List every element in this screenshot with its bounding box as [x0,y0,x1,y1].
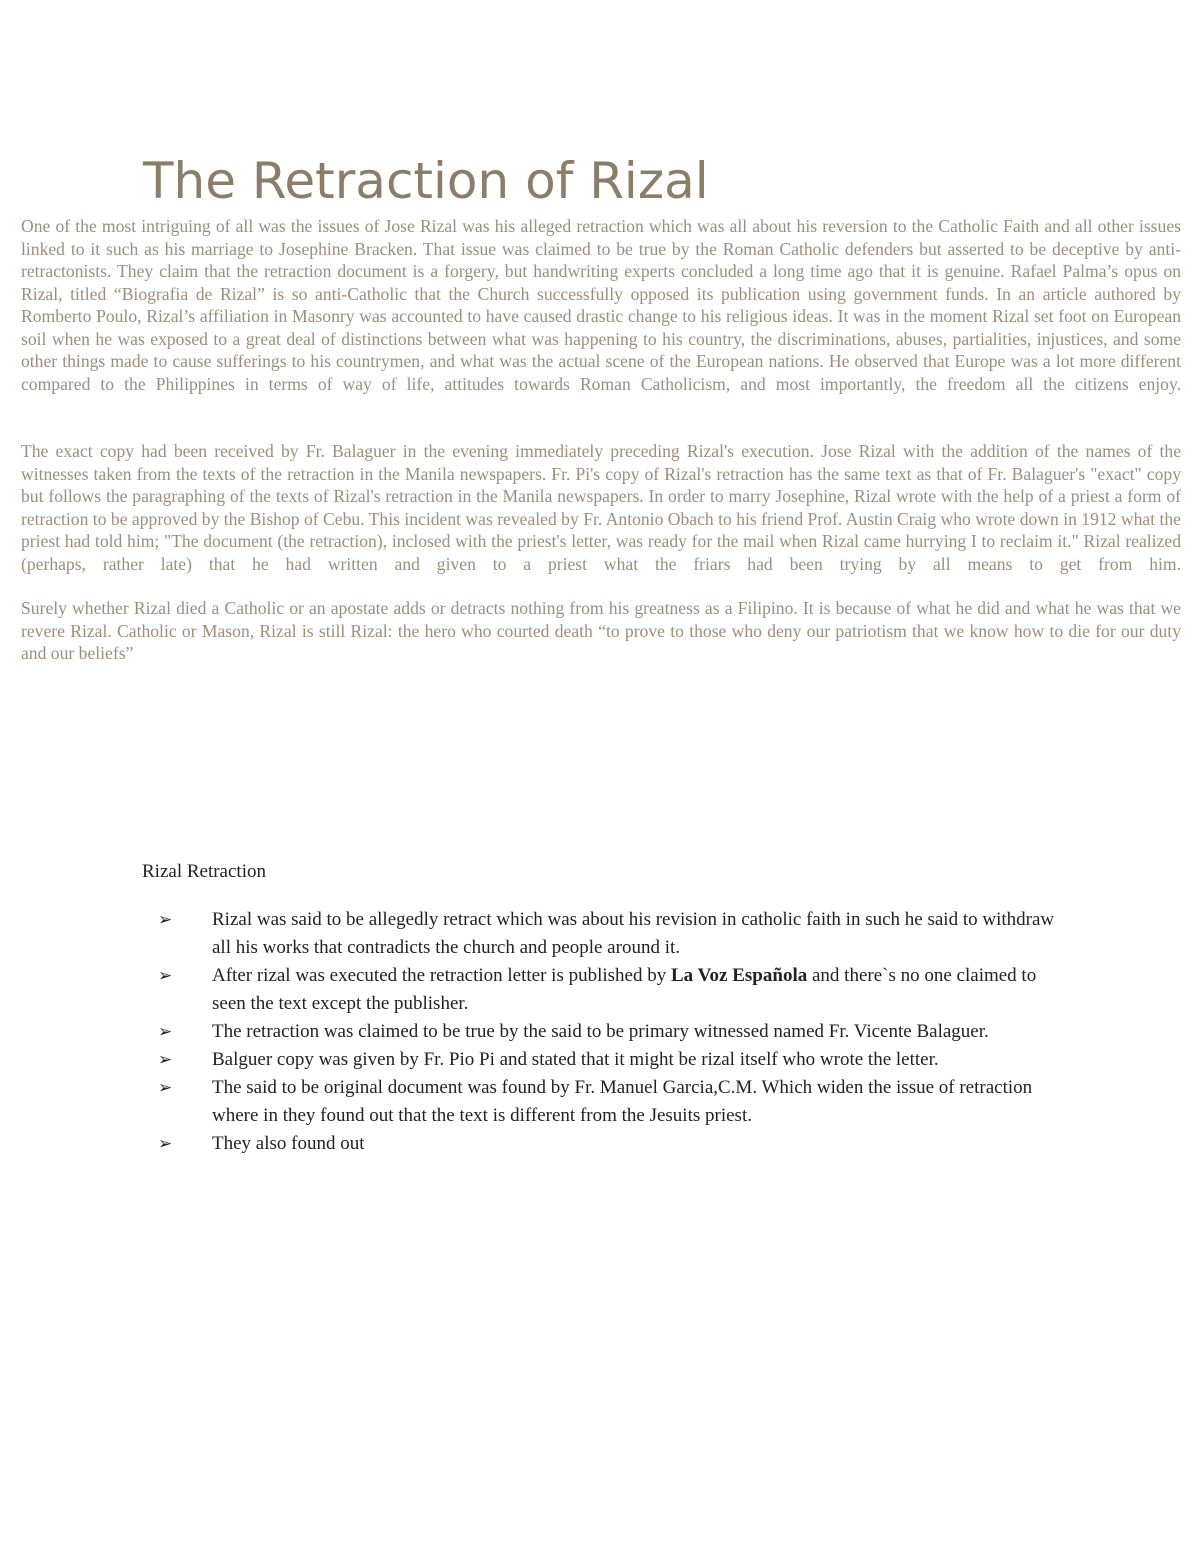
list-item-text [212,965,1036,1014]
list-item-text: They also found out [212,1133,365,1154]
list-item-text: Balguer copy was given by Fr. Pio Pi and stated that it might be rizal itself who wrote the letter. [212,1049,939,1070]
list-item [158,962,1058,1018]
list-item-text: The said to be original document was found by Fr. Manuel Garcia,C.M. Which widen the issue of retraction where in they found out that the text is different from the Jesuits priest. [212,1077,1033,1126]
list-item [158,1046,1058,1074]
list-item [158,1130,1058,1158]
list-item [158,1018,1058,1046]
essay-body [21,215,1181,665]
arrow-bullet-icon: ➢ [158,910,173,930]
paragraph-spacer [21,395,1181,440]
essay-paragraph-1: One of the most intriguing of all was the issues of Jose Rizal was his alleged retraction which was all about his reversion to the Catholic Faith and all other issues linked to it such as his marriage to Josephine Bracken. That issue was claimed to be true by the Roman Catholic defenders but asserted to be deceptive by anti-retractonists. They claim that the retraction document is a forgery, but handwriting experts concluded a long time ago that it is genuine. Rafael Palma’s opus on Rizal, titled “Biografia de Rizal” is so anti-Catholic that the Church successfully opposed its publication using government funds. In an article authored by Romberto Poulo, Rizal’s affiliation in Masonry was accounted to have caused drastic change to his religious ideas. It was in the moment Rizal set foot on European soil when he was exposed to a great deal of distinctions between what was happening to his country, the discriminations, abuses, partialities, injustices, and some other things made to cause sufferings to his countrymen, and what was the actual scene of the European nations. He observed that Europe was a lot more different compared to the Philippines in terms of way of life, attitudes towards Roman Catholicism, and most importantly, the freedom all the citizens enjoy. [21,216,1181,394]
list-item-text-end: and there`s no one claimed to seen the text except the publisher. [212,965,1037,1014]
arrow-bullet-icon: ➢ [158,1050,173,1070]
paragraph-spacer [21,575,1181,597]
essay-paragraph-2: The exact copy had been received by Fr. Balaguer in the evening immediately preceding Rizal's execution. Jose Rizal with the addition of the names of the witnesses taken from the texts of the retraction in the Manila newspapers. Fr. Pi's copy of Rizal's retraction has the same text as that of Fr. Balaguer's "exact" copy but follows the paragraphing of the texts of Rizal's retraction in the Manila newspapers. In order to marry Josephine, Rizal wrote with the help of a priest a form of retraction to be approved by the Bishop of Cebu. This incident was revealed by Fr. Antonio Obach to his friend Prof. Austin Craig who wrote down in 1912 what the priest had told him; "The document (the retraction), inclosed with the priest's letter, was ready for the mail when Rizal came hurrying I to reclaim it." Rizal realized (perhaps, rather late) that he had written and given to a priest what the friars had been trying by all means to get from him. [21,441,1181,574]
list-item-text: Rizal was said to be allegedly retract which was about his revision in catholic faith in such he said to withdraw all his works that contradicts the church and people around it. [212,909,1055,958]
list-item-text: The retraction was claimed to be true by the said to be primary witnessed named Fr. Vicente Balaguer. [212,1021,989,1042]
arrow-bullet-icon: ➢ [158,966,173,986]
list-item [158,1074,1058,1130]
arrow-bullet-icon: ➢ [158,1078,173,1098]
arrow-bullet-icon: ➢ [158,1022,173,1042]
essay-paragraph-3: Surely whether Rizal died a Catholic or an apostate adds or detracts nothing from his greatness as a Filipino. It is because of what he did and what he was that we revere Rizal. Catholic or Mason, Rizal is still Rizal: the hero who courted death “to prove to those who deny our patriotism that we know how to die for our duty and our beliefs” [21,598,1181,663]
arrow-bullet-icon: ➢ [158,1134,173,1154]
publication-name: La Voz Española [671,965,808,986]
page-title: The Retraction of Rizal [143,152,709,210]
list-item-text-start: After rizal was executed the retraction letter is published by [212,965,671,986]
notes-bullet-list [158,906,1058,1158]
list-item [158,906,1058,962]
notes-heading: Rizal Retraction [142,861,266,882]
